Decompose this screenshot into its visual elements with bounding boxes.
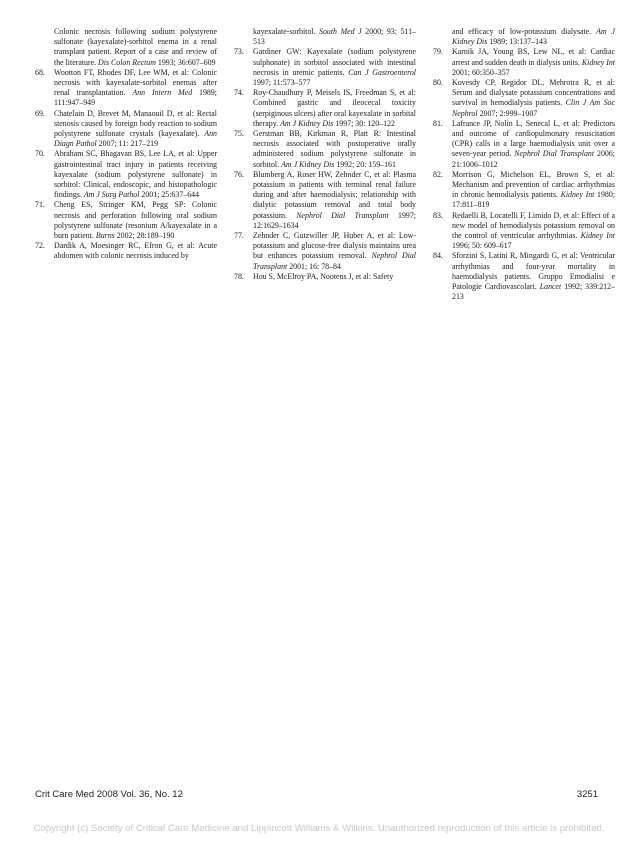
reference-entry [234,231,416,272]
reference-number: 76. [234,169,244,179]
reference-authors-title: Hou S, McElroy PA, Nootens J, et al: Safety [253,271,394,281]
reference-authors-title: Sforzini S, Latini R, Mingardi G, et al: Ventricular arrhythmias and four-year mortality in haemodialysis patients. Gruppo Emodialisi e Patologie Cardiovascolari. [452,251,615,292]
reference-number: 80. [433,78,443,88]
reference-entry [35,149,217,200]
references-column-1 [35,27,217,387]
copyright-notice: Copyright (c) Society of Critical Care Medicine and Lippincott Williams & Wilkins. Unauthorized reproduction of this article is prohibited. [33,823,605,834]
reference-number: 78. [234,271,244,281]
reference-number: 70. [35,149,45,159]
reference-journal: Clin J Am Soc Nephrol [452,98,615,118]
reference-text [452,170,615,211]
reference-number: 84. [433,251,443,261]
reference-entry [433,119,615,170]
reference-entry [234,170,416,231]
reference-text [253,272,416,282]
reference-journal: Am J Kidney Dis [281,159,335,169]
reference-entry [234,272,416,282]
reference-text [253,170,416,231]
reference-text [452,27,615,47]
reference-journal: Am J Kidney Dis [280,118,334,128]
reference-entry [433,78,615,119]
reference-authors-title: and efficacy of low-potassium dialysate. [452,27,592,36]
reference-citation: 2000; 93: 511–513 [253,27,416,47]
reference-authors-title: Dardik A, Moesinger RC, Efron G, et al: Acute abdomen with colonic necrosis induced by [54,241,217,261]
reference-authors-title: Cheng ES, Stringer KM, Pegg SP: Colonic necrosis and perforation following oral sodium polystyrene sulfonate (resonium A/kayexalate in a burn patient. [54,200,217,241]
reference-text [452,78,615,119]
reference-citation: 2001; 25:637–644 [141,190,200,200]
references-column-2 [234,27,416,387]
reference-citation: 1993; 36:607–609 [157,57,216,67]
reference-citation: 1989; 13:137–143 [489,37,547,47]
reference-journal: South Med J [319,27,362,36]
reference-entry [234,47,416,88]
reference-citation: 2001; 16: 78–84 [289,261,341,271]
reference-authors-title: Gerstman BB, Kirkman R, Platt R: Intestinal necrosis associated with postoperative orally administered sodium polystyrene sulfonate in sorbitol. [253,129,416,169]
reference-citation: 1989; 111:947–949 [54,88,217,108]
reference-entry [35,200,217,241]
reference-text [253,47,416,88]
reference-text [253,231,416,272]
reference-journal: Kidney Int [560,190,595,200]
reference-citation: 2006; 21:1006–1012 [452,149,615,169]
reference-journal: Ann Diagn Pathol [54,129,217,149]
reference-number: 73. [234,47,244,57]
reference-number: 83. [433,210,443,220]
reference-entry [433,251,615,302]
reference-journal: Nephrol Dial Transplant [514,149,595,159]
reference-authors-title: Abraham SC, Bhagavan BS, Lee LA, et al: Upper gastrointestinal tract injury in patients receiving kayexalate (sodium polystyrene sulfonate) in sorbitol: Clinical, endoscopic, and histopathologic findings. [54,149,217,200]
reference-citation: 2007; 2:999–1007 [479,108,538,118]
reference-journal: Kidney Int [581,57,615,67]
reference-authors-title: Kovesdy CP, Regidor DL, Mehrotra R, et al: Serum and dialysate potassium concentrations and survival in hemodialysis patients. [452,78,615,108]
reference-citation: 1992; 339:212–213 [452,282,615,302]
reference-text [54,68,217,109]
reference-journal: Nephrol Dial Transplant [296,210,389,220]
reference-citation: 1980; 17:811–819 [452,190,615,210]
reference-authors-title: Gardiner GW: Kayexalate (sodium polystyrene sulphonate) in sorbitol associated with intestinal necrosis in uremic patients. [253,47,416,77]
reference-authors-title: Redaelli B, Locatelli F, Limido D, et al: Effect of a new model of hemodialysis potassium removal on the control of ventricular arrhythmias. [452,210,615,241]
reference-entry [35,109,217,150]
reference-journal: Can J Gastroenterol [348,67,416,77]
reference-citation: 1992; 20: 159–161 [336,159,396,169]
reference-journal: Kidney Int [580,231,615,241]
reference-number: 77. [234,231,244,241]
reference-entry [234,88,416,129]
reference-text [54,200,217,241]
reference-entry [234,129,416,170]
reference-text [452,251,615,302]
reference-text [253,27,416,47]
reference-number: 71. [35,200,45,210]
reference-authors-title: Blumberg A, Roser HW, Zehnder C, et al: Plasma potassium in patients with terminal renal failure during and after haemodialysis; relationship with dialytic potassium removal and total body potassium. [253,169,416,220]
references-columns [35,27,615,387]
reference-journal: Am J Kidney Dis [452,27,615,47]
reference-entry [234,27,416,47]
reference-number: 69. [35,108,45,118]
reference-journal: Lancet [539,282,562,292]
reference-number: 82. [433,169,443,179]
reference-text [452,211,615,252]
reference-text [253,88,416,129]
reference-citation: 1997; 30: 120–122 [335,118,395,128]
reference-citation: 2007; 11: 217–219 [98,139,159,149]
reference-text [253,129,416,170]
reference-number: 72. [35,241,45,251]
reference-text [452,119,615,170]
reference-citation: 1997; 11:573–577 [253,78,311,88]
reference-number: 74. [234,88,244,98]
reference-citation: 1997; 12:1629–1634 [253,210,416,230]
reference-number: 68. [35,67,45,77]
reference-citation: 2001; 60:350–357 [452,67,510,77]
reference-authors-title: Colonic necrosis following sodium polystyrene sulfonate (kayexalate)-sorbitol enema in a renal transplant patient. Report of a case and review of the literature. [54,27,217,67]
reference-entry [433,170,615,211]
reference-citation: 2002; 28:189–190 [116,231,175,241]
reference-text [54,149,217,200]
reference-text [452,47,615,78]
reference-authors-title: Roy-Chaudhury P, Meisels IS, Freedman S, et al: Combined gastric and ileocecal toxicity (serpiginous ulcers) after oral kayexalate in sorbital therapy. [253,88,416,128]
reference-entry [433,211,615,252]
reference-number: 79. [433,47,443,57]
reference-entry [35,241,217,261]
reference-authors-title: Chatelain D, Brevet M, Manaouil D, et al: Rectal stenosis caused by foreign body reaction to sodium polystyrene sulfonate crystals (kayexalate). [54,108,217,139]
journal-citation-footer: Crit Care Med 2008 Vol. 36, No. 12 [35,789,183,800]
reference-entry [433,47,615,78]
reference-journal: Dis Colon Rectum [98,57,156,67]
reference-journal: Ann Intern Med [132,88,193,98]
reference-authors-title: Morrison G, Michelson EL, Brown S, et al: Mechanism and prevention of cardiac arrhythmias in chronic hemodialysis patients. [452,169,615,200]
reference-authors-title: kayexalate-sorbitol. [253,27,316,36]
references-column-3 [433,27,615,387]
reference-entry [433,27,615,47]
reference-authors-title: Karnik JA, Young BS, Lew NL, et al: Cardiac arrest and sudden death in dialysis units. [452,47,615,67]
reference-number: 75. [234,129,244,139]
reference-authors-title: Zehnder C, Gutzwiller JP, Huber A, et al: Low-potassium and glucose-free dialysis maintains urea but enhances potassium removal. [253,231,416,261]
reference-authors-title: Lafrance JP, Nolin L, Senecal L, et al: Predictors and outcome of cardiopulmonary resuscitation (CPR) calls in a large haemodialysis unit over a seven-year period. [452,118,615,159]
reference-journal: Burns [95,231,115,241]
reference-number: 81. [433,118,443,128]
reference-journal: Nephrol Dial Transplant [253,251,416,271]
reference-entry [35,27,217,68]
reference-citation: 1996; 50: 609–617 [452,241,512,251]
reference-journal: Am J Surg Pathol [83,190,140,200]
page-number: 3251 [576,789,598,800]
reference-text [54,109,217,150]
reference-authors-title: Wootton FT, Rhodes DF, Lee WM, et al: Colonic necrosis with kayexalate-sorbitol enemas after renal transplantation. [54,67,217,98]
reference-entry [35,68,217,109]
reference-text [54,27,217,68]
reference-text [54,241,217,261]
